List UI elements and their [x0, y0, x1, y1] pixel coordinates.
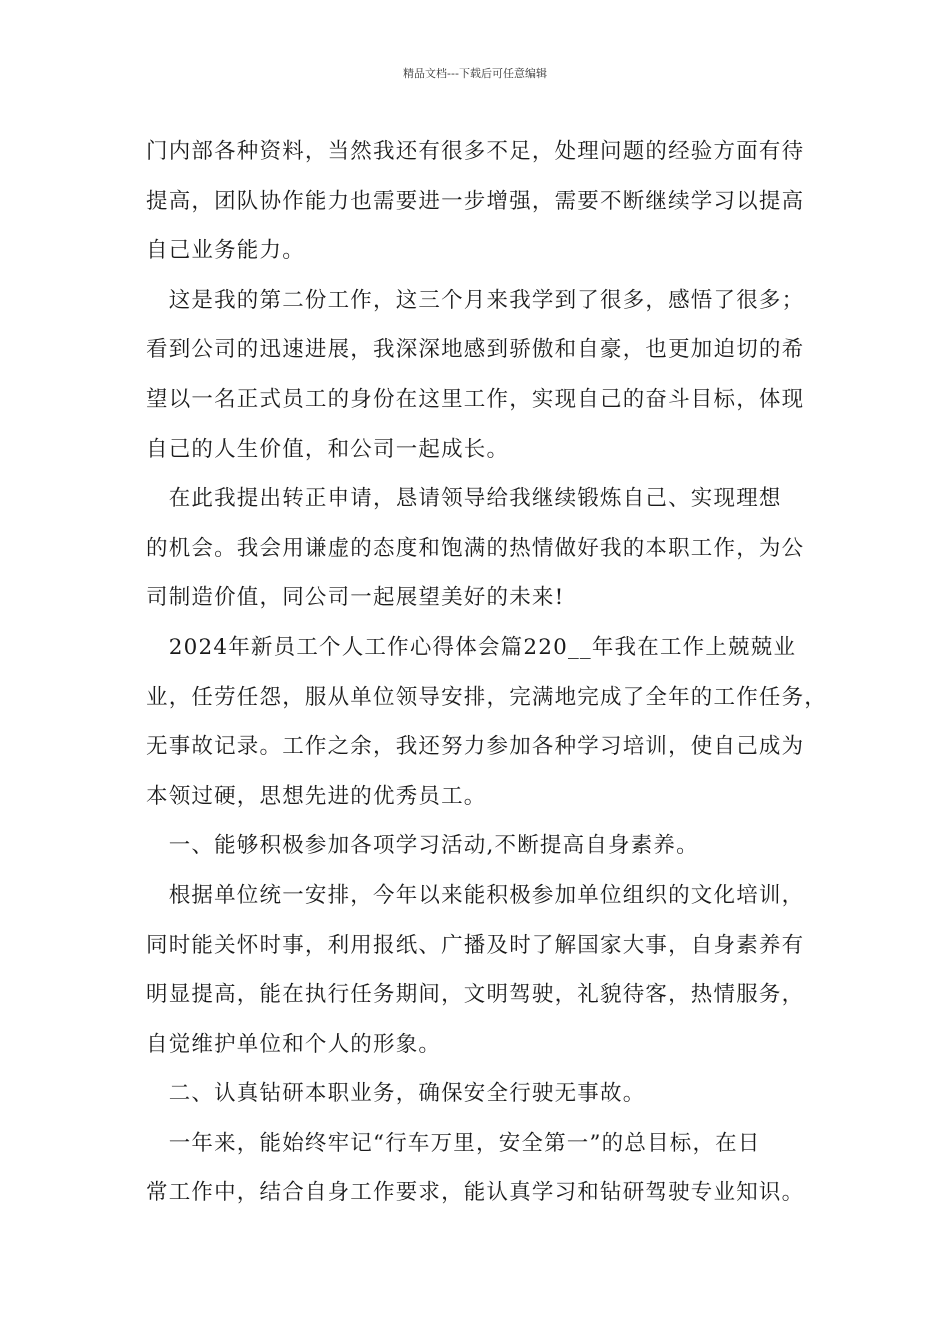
text-line: 本领过硬，思想先进的优秀员工。: [146, 783, 487, 809]
text-line: 司制造价值，同公司一起展望美好的未来!: [146, 585, 565, 611]
text-line: 一年来，能始终牢记“行车万里，安全第一”的总目标，在日: [146, 1130, 761, 1156]
document-body: [146, 127, 828, 1218]
text-line: 自己的人生价值，和公司一起成长。: [146, 436, 510, 462]
section-heading: [146, 821, 820, 871]
text-line: 这是我的第二份工作，这三个月来我学到了很多，感悟了很多；: [146, 287, 805, 313]
section-heading: [146, 1069, 820, 1119]
text-line: 门内部各种资料，当然我还有很多不足，处理问题的经验方面有待: [146, 139, 805, 164]
text-line: 2024年新员工个人工作心得体会篇220__年我在工作上兢兢业: [146, 634, 797, 660]
text-line: 明显提高，能在执行任务期间，文明驾驶，礼貌待客，热情服务，: [146, 982, 805, 1008]
text-line: 在此我提出转正申请，恳请领导给我继续锻炼自己、实现理想: [146, 486, 782, 512]
paragraph: [146, 127, 820, 276]
paragraph: [146, 1119, 820, 1218]
text-line: 自己业务能力。: [146, 238, 305, 264]
text-line: 自觉维护单位和个人的形象。: [146, 1031, 442, 1057]
page-header: 精品文档---下载后可任意编辑: [403, 67, 547, 80]
text-line: 无事故记录。工作之余，我还努力参加各种学习培训，使自己成为: [146, 734, 805, 760]
text-line: 提高，团队协作能力也需要进一步增强，需要不断继续学习以提高: [146, 188, 805, 214]
paragraph: [146, 474, 820, 623]
text-line: 一、能够积极参加各项学习活动,不断提高自身素养。: [146, 833, 699, 859]
text-line: 根据单位统一安排，今年以来能积极参加单位组织的文化培训，: [146, 882, 805, 908]
paragraph: [146, 276, 820, 474]
paragraph: [146, 871, 820, 1069]
text-line: 二、认真钻研本职业务，确保安全行驶无事故。: [146, 1081, 646, 1107]
paragraph: [146, 623, 828, 821]
text-line: 业，任劳任怨，服从单位领导安排，完满地完成了全年的工作任务，: [146, 684, 828, 710]
text-line: 望以一名正式员工的身份在这里工作，实现自己的奋斗目标，体现: [146, 386, 805, 412]
text-line: 同时能关怀时事，利用报纸、广播及时了解国家大事，自身素养有: [146, 932, 805, 958]
text-line: 常工作中，结合自身工作要求，能认真学习和钻研驾驶专业知识。: [146, 1180, 805, 1206]
text-line: 的机会。我会用谦虚的态度和饱满的热情做好我的本职工作，为公: [146, 535, 805, 561]
text-line: 看到公司的迅速进展，我深深地感到骄傲和自豪，也更加迫切的希: [146, 337, 805, 363]
